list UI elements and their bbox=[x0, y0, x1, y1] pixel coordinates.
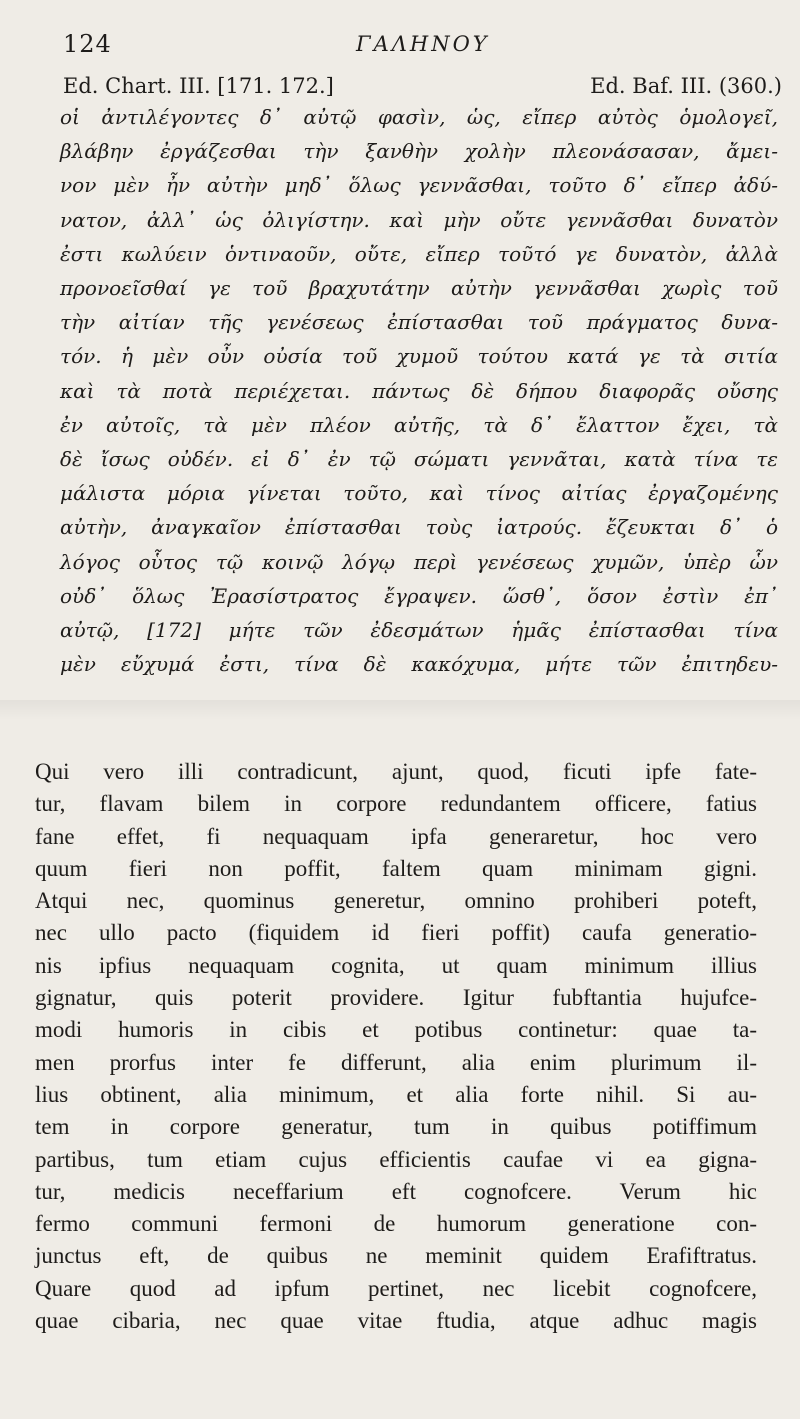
latin-line: tur, medicis neceffarium eft cognofcere. Verum hic bbox=[35, 1178, 757, 1204]
greek-line: βλάβην ἐργάζεσθαι τὴν ξανθὴν χολὴν πλεονάσασαν, ἄμει- bbox=[60, 139, 778, 164]
latin-line: gignatur, quis poterit providere. Igitur fubftantia hujufce- bbox=[35, 985, 757, 1011]
latin-line: fermo communi fermoni de humorum generatione con- bbox=[35, 1211, 757, 1237]
latin-line: lius obtinent, alia minimum, et alia forte nihil. Si au- bbox=[35, 1081, 757, 1107]
greek-line: οὐδ᾽ ὅλως Ἐρασίστρατος ἔγραψεν. ὥσθ᾽, ὅσον ἐστὶν ἐπ᾽ bbox=[60, 583, 778, 608]
latin-line: Quare quod ad ipfum pertinet, nec licebit cognofcere, bbox=[35, 1275, 757, 1301]
latin-line: partibus, tum etiam cujus efficientis caufae vi ea gigna- bbox=[35, 1146, 757, 1172]
running-title: ΓΑΛΗΝΟΥ bbox=[356, 32, 490, 56]
latin-line: nec ullo pacto (fiquidem id fieri poffit) caufa generatio- bbox=[35, 920, 757, 946]
latin-line: quae cibaria, nec quae vitae ftudia, atque adhuc magis bbox=[35, 1308, 757, 1334]
greek-line: τὴν αἰτίαν τῆς γενέσεως ἐπίστασθαι τοῦ πράγματος δυνα- bbox=[60, 310, 778, 335]
greek-line: μὲν εὔχυμά ἐστι, τίνα δὲ κακόχυμα, μήτε τῶν ἐπιτηδευ- bbox=[60, 652, 778, 677]
greek-line: τόν. ἡ μὲν οὖν οὐσία τοῦ χυμοῦ τούτου κατά γε τὰ σιτία bbox=[60, 344, 778, 369]
latin-line: tem in corpore generatur, tum in quibus potiffimum bbox=[35, 1114, 757, 1140]
greek-line: λόγος οὗτος τῷ κοινῷ λόγῳ περὶ γενέσεως χυμῶν, ὑπὲρ ὧν bbox=[60, 549, 778, 574]
greek-line: μάλιστα μόρια γίνεται τοῦτο, καὶ τίνος αἰτίας ἐργαζομένης bbox=[60, 481, 778, 506]
greek-text-block bbox=[60, 100, 778, 681]
greek-line: νατον, ἀλλ᾽ ὡς ὀλιγίστην. καὶ μὴν οὔτε γεννᾶσθαι δυνατὸν bbox=[60, 207, 778, 232]
edition-references bbox=[0, 68, 800, 102]
latin-line: Atqui nec, quominus generetur, omnino prohiberi poteft, bbox=[35, 888, 757, 914]
latin-line: modi humoris in cibis et potibus continetur: quae ta- bbox=[35, 1017, 757, 1043]
greek-line: καὶ τὰ ποτὰ περιέχεται. πάντως δὲ δήπου διαφορᾶς οὔσης bbox=[60, 378, 778, 403]
latin-line: nis ipfius nequaquam cognita, ut quam minimum illius bbox=[35, 952, 757, 978]
greek-line: αὐτὴν, ἀναγκαῖον ἐπίστασθαι τοὺς ἰατρούς. ἔζευκται δ᾽ ὁ bbox=[60, 515, 778, 540]
greek-line: ἐν αὐτοῖς, τὰ μὲν πλέον αὐτῆς, τὰ δ᾽ ἔλαττον ἔχει, τὰ bbox=[60, 412, 778, 437]
greek-line: αὐτῷ, [172] μήτε τῶν ἐδεσμάτων ἡμᾶς ἐπίστασθαι τίνα bbox=[60, 618, 778, 643]
latin-line: fane effet, fi nequaquam ipfa generaretur, hoc vero bbox=[35, 823, 757, 849]
greek-line: ἐστι κωλύειν ὁντιναοῦν, οὔτε, εἴπερ τοῦτό γε δυνατὸν, ἀλλὰ bbox=[60, 241, 778, 266]
greek-line: οἱ ἀντιλέγοντες δ᾽ αὐτῷ φασὶν, ὡς, εἴπερ αὐτὸς ὁμολογεῖ, bbox=[60, 105, 778, 129]
greek-line: νον μὲν ἦν αὐτὴν μηδ᾽ ὅλως γεννᾶσθαι, τοῦτο δ᾽ εἴπερ ἀδύ- bbox=[60, 173, 778, 198]
edition-reference-basel: Ed. Baf. III. (360.) bbox=[590, 74, 782, 98]
latin-line: Qui vero illi contradicunt, ajunt, quod, ficuti ipfe fate- bbox=[35, 759, 757, 784]
latin-text-block bbox=[35, 756, 757, 1337]
edition-reference-chartier: Ed. Chart. III. [171. 172.] bbox=[63, 74, 334, 98]
latin-line: quum fieri non poffit, faltem quam minimam gigni. bbox=[35, 855, 757, 881]
bleed-through-shadow bbox=[0, 700, 800, 720]
running-header bbox=[0, 24, 800, 64]
latin-line: tur, flavam bilem in corpore redundantem officere, fatius bbox=[35, 791, 757, 817]
greek-line: προνοεῖσθαί γε τοῦ βραχυτάτην αὐτὴν γεννᾶσθαι χωρὶς τοῦ bbox=[60, 276, 778, 301]
greek-line: δὲ ἴσως οὐδέν. εἰ δ᾽ ἐν τῷ σώματι γεννᾶται, κατὰ τίνα τε bbox=[60, 447, 778, 472]
page-number: 124 bbox=[63, 30, 112, 58]
latin-line: men prorfus inter fe differunt, alia enim plurimum il- bbox=[35, 1049, 757, 1075]
latin-line: junctus eft, de quibus ne meminit quidem Erafiftratus. bbox=[35, 1243, 757, 1269]
